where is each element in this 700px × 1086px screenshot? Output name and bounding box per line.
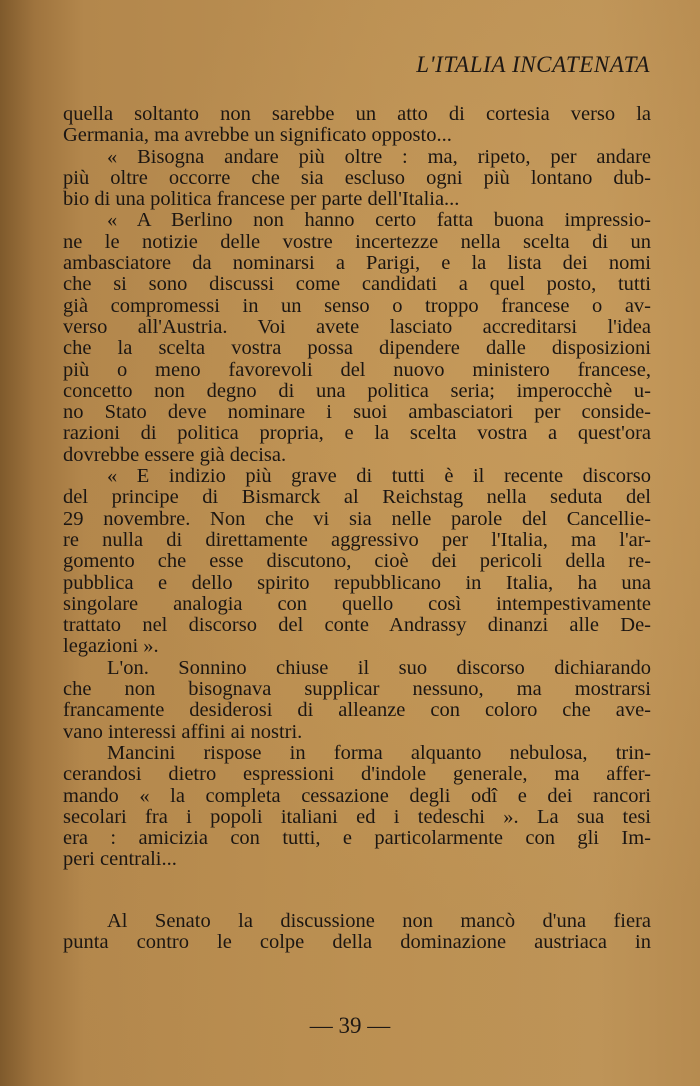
paragraph — [63, 658, 651, 743]
text-line: peri centrali... — [63, 848, 177, 871]
body-text — [63, 104, 651, 953]
text-line: ne le notizie delle vostre incertezze nella scelta di un — [63, 230, 651, 253]
text-line: pubblica e dello spirito repubblicano in Italia, ha una — [63, 571, 651, 594]
text-line: gomento che esse discutono, cioè dei pericoli della re- — [63, 550, 651, 573]
text-line: che la scelta vostra possa dipendere dalle disposizioni — [63, 337, 651, 360]
text-line: « A Berlino non hanno certo fatta buona impressio- — [107, 209, 651, 232]
text-line: Germania, ma avrebbe un significato opposto... — [63, 124, 452, 147]
text-line: dovrebbe essere già decisa. — [63, 443, 287, 466]
text-line: « E indizio più grave di tutti è il recente discorso — [107, 465, 651, 488]
text-line: mando « la completa cessazione degli odî e dei rancori — [63, 784, 651, 807]
text-line: del principe di Bismarck al Reichstag nella seduta del — [63, 486, 651, 509]
text-line: era : amicizia con tutti, e particolarmente con gli Im- — [63, 827, 651, 850]
paragraph — [63, 911, 651, 954]
paragraph — [63, 743, 651, 871]
paragraph — [63, 466, 651, 658]
running-title: L'ITALIA INCATENATA — [416, 52, 650, 77]
text-line: singolare analogia con quello così intempestivamente — [63, 592, 651, 615]
text-line: più o meno favorevoli del nuovo ministero francese, — [63, 358, 651, 381]
text-line: francamente desiderosi di alleanze con coloro che ave- — [63, 699, 651, 722]
text-line: legazioni ». — [63, 635, 159, 658]
text-line: 29 novembre. Non che vi sia nelle parole del Cancellie- — [63, 507, 651, 530]
text-line: vano interessi affini ai nostri. — [63, 720, 303, 743]
text-line: verso all'Austria. Voi avete lasciato accreditarsi l'idea — [63, 315, 651, 338]
paragraph — [63, 147, 651, 211]
text-line: ambasciatore da nominarsi a Parigi, e la lista dei nomi — [63, 252, 651, 275]
text-line: razioni di politica propria, e la scelta vostra a quest'ora — [63, 422, 651, 445]
text-line: concetto non degno di una politica seria; imperocchè u- — [63, 379, 651, 402]
text-line: bio di una politica francese per parte dell'Italia... — [63, 188, 460, 211]
text-line: trattato nel discorso del conte Andrassy dinanzi alle De- — [63, 614, 651, 637]
text-line: Mancini rispose in forma alquanto nebulosa, trin- — [107, 741, 651, 764]
text-line: che si sono discussi come candidati a quel posto, tutti — [63, 273, 651, 296]
text-line: cerandosi dietro espressioni d'indole generale, ma affer- — [63, 763, 651, 786]
text-line: punta contro le colpe della dominazione austriaca in — [63, 930, 651, 953]
text-line: che non bisognava supplicar nessuno, ma mostrarsi — [63, 678, 651, 701]
section-gap — [63, 871, 651, 911]
text-line: quella soltanto non sarebbe un atto di cortesia verso la — [63, 103, 651, 125]
text-line: re nulla di direttamente aggressivo per l'Italia, ma l'ar- — [63, 528, 651, 551]
paragraph — [63, 210, 651, 466]
paragraph — [63, 104, 651, 147]
text-line: Al Senato la discussione non mancò d'una fiera — [107, 909, 651, 932]
text-line: secolari fra i popoli italiani ed i tedeschi ». La sua tesi — [63, 805, 651, 828]
text-line: più oltre occorre che sia escluso ogni più lontano dub- — [63, 166, 651, 189]
page-number: — 39 — — [309, 1013, 391, 1038]
text-line: no Stato deve nominare i suoi ambasciatori per conside- — [63, 401, 651, 424]
text-line: « Bisogna andare più oltre : ma, ripeto, per andare — [107, 145, 651, 168]
text-line: già compromessi in un senso o troppo francese o av- — [63, 294, 651, 317]
text-line: L'on. Sonnino chiuse il suo discorso dichiarando — [107, 656, 651, 679]
